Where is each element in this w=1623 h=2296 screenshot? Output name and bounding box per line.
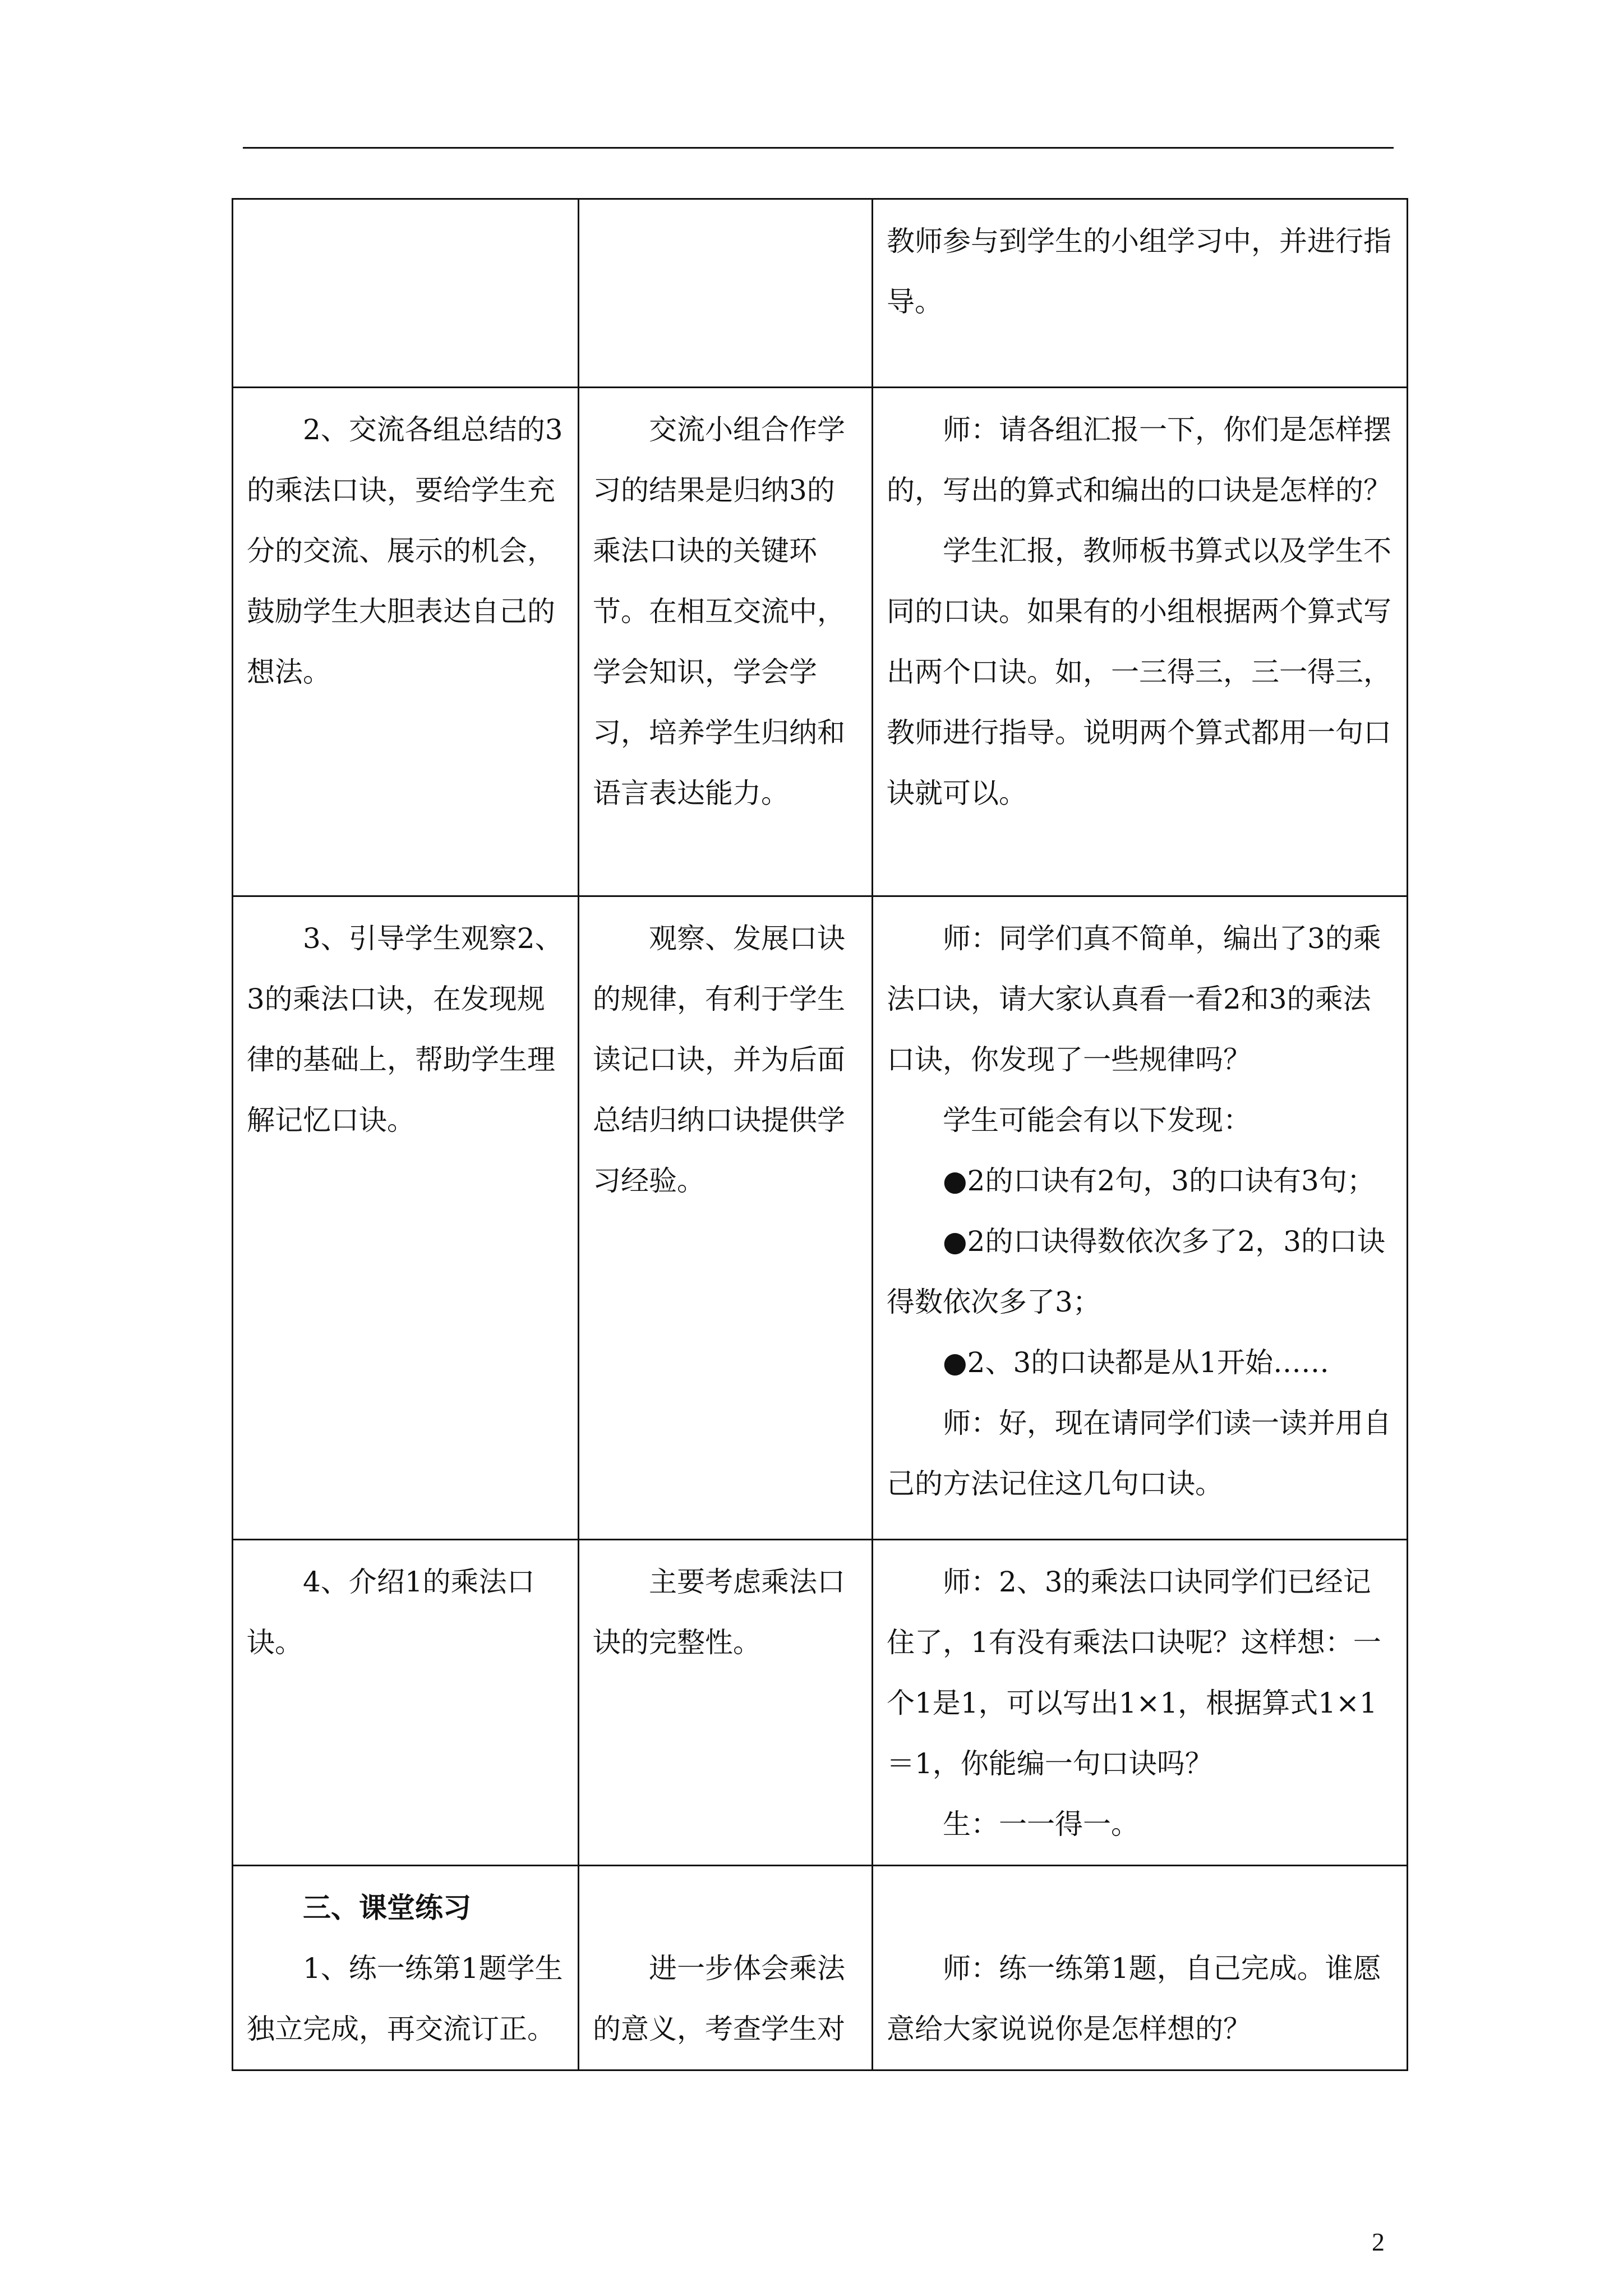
cell-process [873, 199, 1408, 388]
cell-process [873, 388, 1408, 896]
cell-paragraph: 2、交流各组总结的3的乘法口诀，要给学生充分的交流、展示的机会，鼓励学生大胆表达自己的想法。 [247, 413, 563, 688]
cell-paragraph: 主要考虑乘法口诀的完整性。 [593, 1566, 845, 1659]
cell-process [873, 896, 1408, 1540]
header-rule [243, 147, 1394, 149]
table-row [233, 1540, 1408, 1866]
cell-paragraph: 3、引导学生观察2、3的乘法口诀，在发现规律的基础上，帮助学生理解记忆口诀。 [247, 922, 563, 1137]
cell-activity [233, 1866, 579, 2070]
cell-activity [233, 388, 579, 896]
cell-intent [579, 388, 873, 896]
section-heading: 三、课堂练习 [303, 1892, 471, 1924]
cell-intent [579, 1866, 873, 2070]
cell-intent [579, 1540, 873, 1866]
cell-paragraph: 师：请各组汇报一下，你们是怎样摆的，写出的算式和编出的口诀是怎样的？ [887, 413, 1391, 507]
cell-paragraph: ●2、3的口诀都是从1开始…… [943, 1346, 1330, 1379]
cell-activity [233, 199, 579, 388]
lesson-plan-table [232, 198, 1408, 2071]
cell-paragraph: 师：同学们真不简单，编出了3的乘法口诀，请大家认真看一看2和3的乘法口诀，你发现了一些规律吗？ [887, 922, 1381, 1076]
cell-paragraph: 1、练一练第1题学生独立完成，再交流订正。 [247, 1952, 563, 2045]
cell-paragraph: 师：2、3的乘法口诀同学们已经记住了，1有没有乘法口诀呢？这样想：一个1是1，可以写出1×1，根据算式1×1＝1，你能编一句口诀吗？ [887, 1566, 1381, 1780]
table-row [233, 388, 1408, 896]
cell-paragraph: ●2的口诀有2句，3的口诀有3句； [943, 1165, 1375, 1197]
cell-paragraph: 学生可能会有以下发现： [943, 1104, 1251, 1137]
page-number: 2 [1372, 2228, 1385, 2256]
cell-activity [233, 896, 579, 1540]
cell-paragraph: 教师参与到学生的小组学习中，并进行指导。 [887, 225, 1391, 318]
table-row [233, 1866, 1408, 2070]
cell-intent [579, 896, 873, 1540]
cell-process [873, 1540, 1408, 1866]
cell-paragraph: 生：一一得一。 [943, 1808, 1139, 1841]
cell-paragraph: 观察、发展口诀的规律，有利于学生读记口诀，并为后面总结归纳口诀提供学习经验。 [593, 922, 845, 1197]
cell-activity [233, 1540, 579, 1866]
cell-process [873, 1866, 1408, 2070]
cell-paragraph: 进一步体会乘法的意义，考查学生对 [593, 1952, 845, 2045]
cell-paragraph: 交流小组合作学习的结果是归纳3的乘法口诀的关键环节。在相互交流中，学会知识，学会学习，培养学生归纳和语言表达能力。 [593, 413, 845, 809]
cell-paragraph: 师：好，现在请同学们读一读并用自己的方法记住这几句口诀。 [887, 1407, 1391, 1500]
table-row [233, 896, 1408, 1540]
cell-paragraph: 4、介绍1的乘法口诀。 [247, 1566, 535, 1659]
cell-paragraph: ●2的口诀得数依次多了2，3的口诀得数依次多了3； [887, 1225, 1386, 1318]
cell-intent [579, 199, 873, 388]
table-row [233, 199, 1408, 388]
cell-paragraph: 学生汇报，教师板书算式以及学生不同的口诀。如果有的小组根据两个算式写出两个口诀。如，一三得三，三一得三，教师进行指导。说明两个算式都用一句口诀就可以。 [887, 535, 1391, 809]
cell-paragraph: 师：练一练第1题，自己完成。谁愿意给大家说说你是怎样想的？ [887, 1952, 1381, 2045]
